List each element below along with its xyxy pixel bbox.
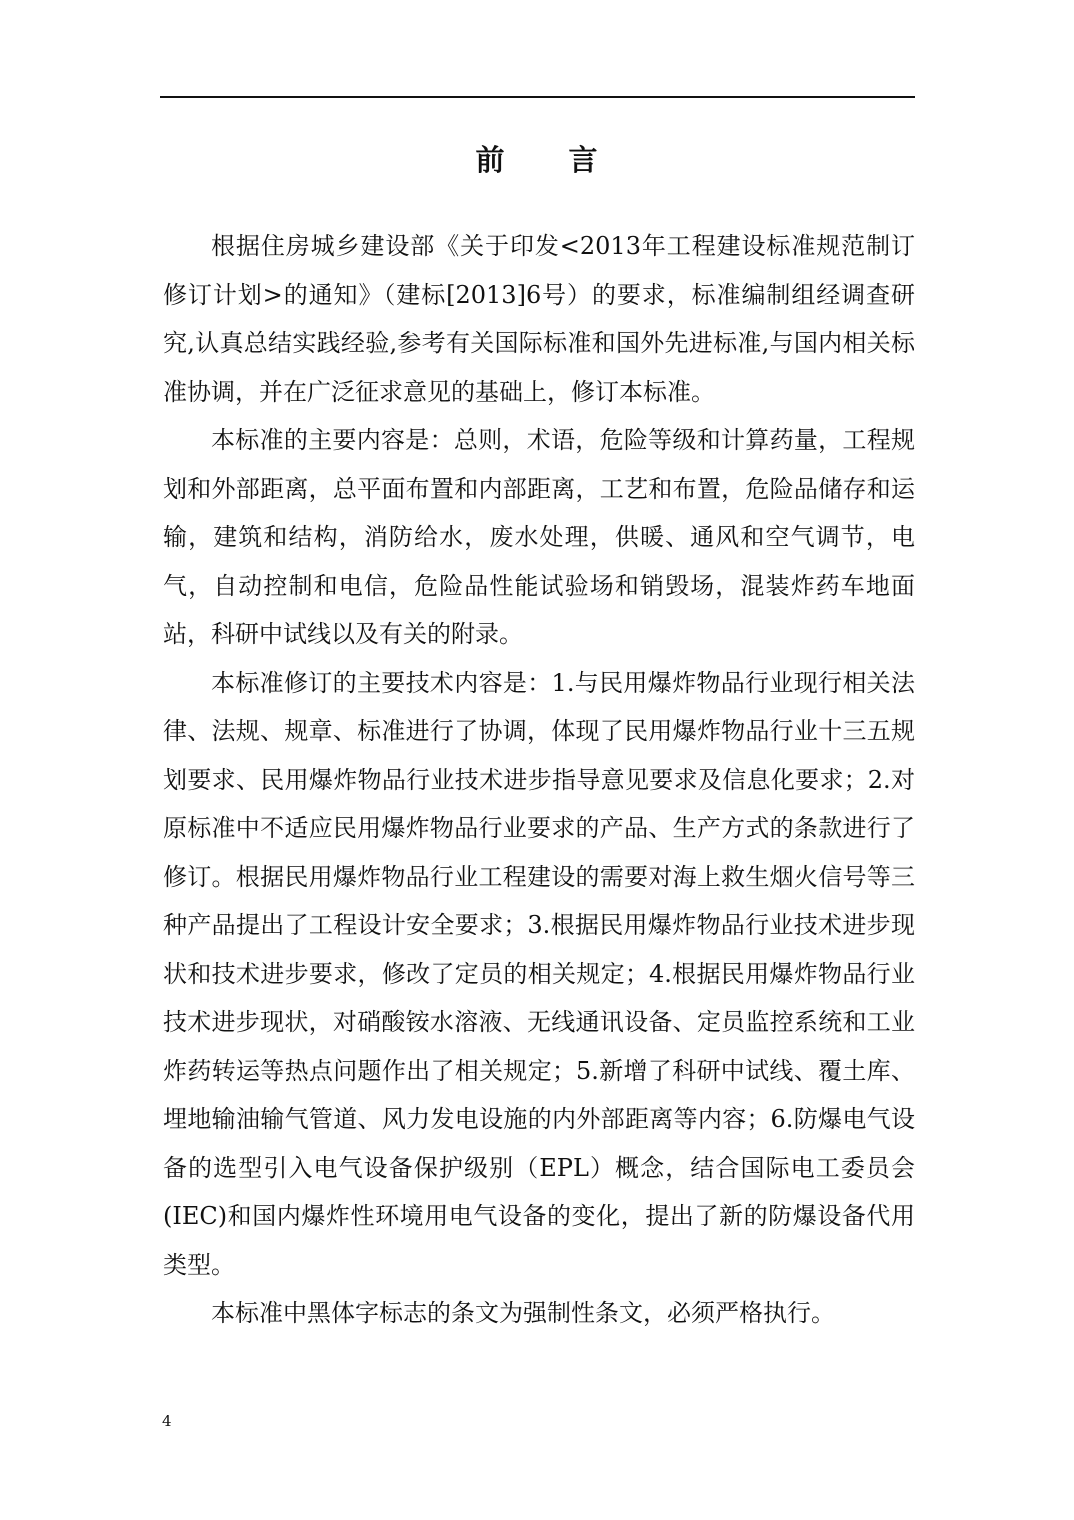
body-text bbox=[163, 222, 915, 1338]
paragraph-main-contents: 本标准的主要内容是：总则，术语，危险等级和计算药量，工程规划和外部距离，总平面布置和内部距离，工艺和布置，危险品储存和运输，建筑和结构，消防给水，废水处理，供暖、通风和空气调节，电气，自动控制和电信，危险品性能试验场和销毁场，混装炸药车地面站，科研中试线以及有关的附录。 bbox=[163, 426, 915, 648]
paragraph-revision-contents: 本标准修订的主要技术内容是：1.与民用爆炸物品行业现行相关法律、法规、规章、标准进行了协调，体现了民用爆炸物品行业十三五规划要求、民用爆炸物品行业技术进步指导意见要求及信息化要求；2.对原标准中不适应民用爆炸物品行业要求的产品、生产方式的条款进行了修订。根据民用爆炸物品行业工程建设的需要对海上救生烟火信号等三种产品提出了工程设计安全要求；3.根据民用爆炸物品行业技术进步现状和技术进步要求，修改了定员的相关规定；4.根据民用爆炸物品行业技术进步现状，对硝酸铵水溶液、无线通讯设备、定员监控系统和工业炸药转运等热点问题作出了相关规定；5.新增了科研中试线、覆土库、埋地输油输气管道、风力发电设施的内外部距离等内容；6.防爆电气设备的选型引入电气设备保护级别（EPL）概念，结合国际电工委员会(IEC)和国内爆炸性环境用电气设备的变化，提出了新的防爆设备代用类型。 bbox=[163, 668, 915, 1279]
paragraph-basis: 根据住房城乡建设部《关于印发<2013年工程建设标准规范制订修订计划>的通知》（建标[2013]6号）的要求，标准编制组经调查研究,认真总结实践经验,参考有关国际标准和国外先进标准,与国内相关标准协调，并在广泛征求意见的基础上，修订本标准。 bbox=[163, 232, 915, 406]
paragraph-mandatory-clauses: 本标准中黑体字标志的条文为强制性条文，必须严格执行。 bbox=[211, 1299, 835, 1327]
page-number: 4 bbox=[162, 1412, 172, 1430]
page-title: 前 言 bbox=[475, 143, 600, 177]
header-rule bbox=[160, 96, 915, 98]
